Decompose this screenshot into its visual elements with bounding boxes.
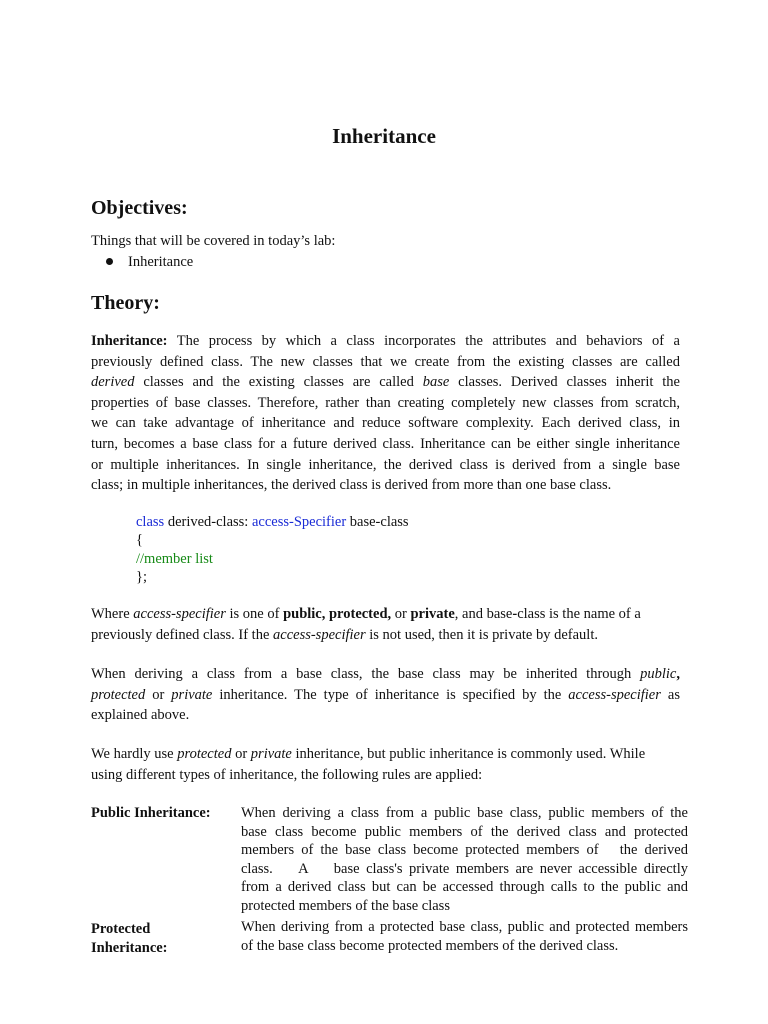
code-keyword: access-Specifier <box>251 514 347 530</box>
list-item <box>106 252 193 272</box>
definition-line: or multiple inheritances. In single inheritance, the derived class is derived from a single base <box>91 456 680 473</box>
definition-line: Inheritance: The process by which a class incorporates the attributes and behaviors of a <box>91 333 680 349</box>
rule-label-protected: Protected Inheritance: <box>91 921 168 956</box>
bullet-icon <box>106 258 113 265</box>
code-block <box>136 513 409 586</box>
inheritance-term: Inheritance: <box>91 333 168 349</box>
code-keyword: class <box>136 514 165 530</box>
page-title: Inheritance <box>332 124 436 148</box>
definition-line: we can take advantage of inheritance and reduce software complexity. Each derived class, in <box>91 415 680 432</box>
definition-line: derived classes and the existing classes are called base classes. Derived classes inherit the <box>91 374 680 391</box>
definition-line: turn, becomes a base class for a future derived class. Inheritance can be either single inheritance <box>91 435 680 452</box>
where-paragraph: Where access-specifier is one of public, protected, or private, and base-class is the name of a previously defined class. If the access-specifier is not used, then it is private by default. <box>91 606 641 643</box>
rule-text-protected: When deriving from a protected base class, public and protected members of the base class become protected members of the derived class. <box>241 919 688 954</box>
definition-line: previously defined class. The new classes that we create from the existing classes are called <box>91 353 680 370</box>
rule-text-public: When deriving a class from a public base class, public members of the base class become public members of the derived class and protected members of the base class become protected members of the derived class. A base class's private members are never accessible directly from a derived class but can be accessed through calls to the public and protected members of the base class <box>241 805 688 914</box>
code-line: class derived-class: access-Specifier base-class <box>136 514 409 530</box>
code-line: }; <box>136 568 147 585</box>
code-line: { <box>136 532 143 549</box>
hardly-paragraph: We hardly use protected or private inheritance, but public inheritance is commonly used. While using different types of inheritance, the following rules are applied: <box>91 746 646 783</box>
objectives-intro: Things that will be covered in today’s lab: <box>91 233 336 249</box>
derived-term: derived <box>91 374 135 391</box>
deriving-paragraph: When deriving a class from a base class, the base class may be inherited through public, protected or private inheritance. The type of inheritance is specified by the access-specifier as explained above. <box>91 666 680 724</box>
code-comment: //member list <box>136 550 213 567</box>
definition-line: class; in multiple inheritances, the derived class is derived from more than one base class. <box>91 477 612 494</box>
definition-line: properties of base classes. Therefore, rather than creating completely new classes from scratch, <box>91 394 680 411</box>
inheritance-definition <box>91 331 680 496</box>
bullet-text: Inheritance <box>128 254 194 270</box>
theory-heading: Theory: <box>91 292 160 314</box>
base-term: base <box>422 374 450 391</box>
objectives-heading: Objectives: <box>91 197 188 219</box>
rule-label-public: Public Inheritance: <box>91 805 211 821</box>
